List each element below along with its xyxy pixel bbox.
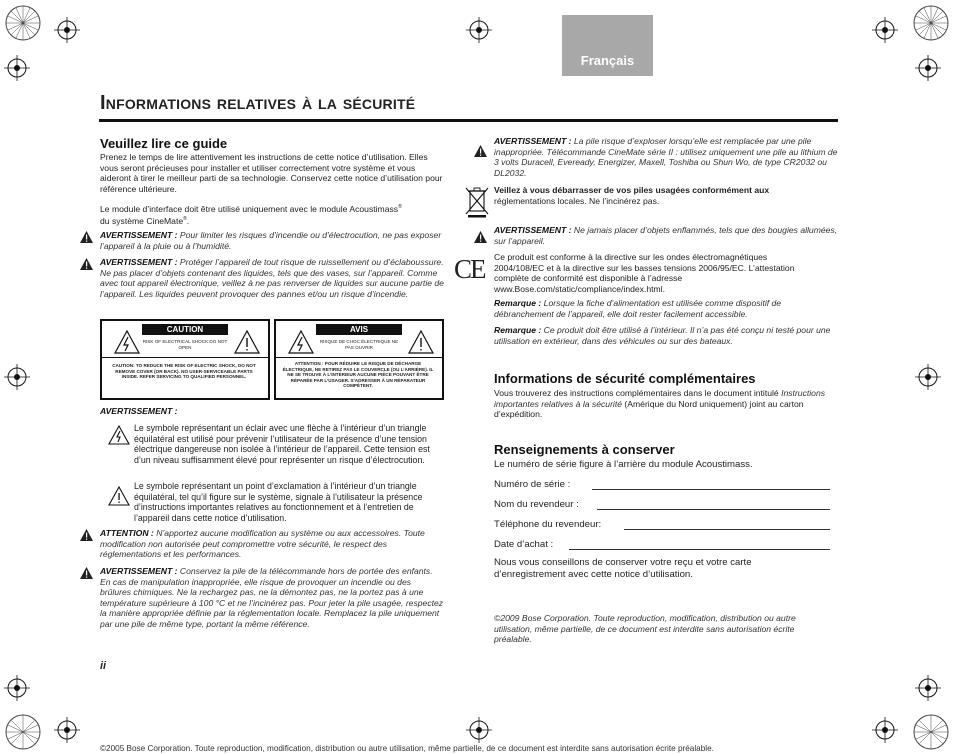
- footer-copyright: ©2005 Bose Corporation. Toute reproduction, modification, distribution ou autre utilisation, même partielle, de ce document est interdite sans autorisation écrite préalable.: [100, 744, 714, 753]
- warning-icon: [474, 145, 487, 157]
- title-rule: [99, 119, 838, 122]
- warning-icon: [474, 231, 487, 243]
- lightning-triangle-icon: [108, 425, 130, 445]
- remark-1: Remarque : Lorsque la fiche d’alimentation est utilisée comme dispositif de débranchement de l’appareil, elle doit rester facilement accessible.: [494, 298, 782, 319]
- registration-mark-icon: [872, 717, 898, 743]
- caution-divider: [102, 357, 268, 358]
- color-target-icon: [3, 712, 43, 752]
- registration-mark-icon: [4, 675, 30, 701]
- ce-compliance-text: Ce produit est conforme à la directive sur les ondes électromagnétiques 2004/108/EC et à la directive sur les basses tensions 2006/95/EC. L’attestation complète de conformité est disponible à l’adresse www.Bose.com/static/compliance/index.html.: [494, 252, 795, 294]
- page-title: Informations relatives à la sécurité: [100, 92, 416, 114]
- warning-2: AVERTISSEMENT : Protéger l’appareil de tout risque de ruissellement ou d’éclaboussure. Ne pas placer d’objets contenant des liquides, tels que des vases, sur l’appareil. Comme avec tout appareil électronique, veillez à ne pas renverser de liquides sur aucune partie de l’appareil. Les liquides peuvent provoquer des pannes et/ou un risque d’incendie.: [100, 257, 444, 299]
- warning-3-label: AVERTISSEMENT :: [100, 406, 178, 416]
- warning-icon: [80, 231, 93, 243]
- registration-mark-icon: [466, 717, 492, 743]
- purchase-date-field[interactable]: [569, 549, 830, 550]
- module-paragraph: Le module d’interface doit être utilisé uniquement avec le module Acoustimass® du système CineMate®.: [100, 203, 402, 227]
- keep-info-heading: Renseignements à conserver: [494, 442, 675, 457]
- page-number: ii: [100, 660, 107, 672]
- avis-label: AVIS RISQUE DE CHOC ÉLECTRIQUE NE PAS OUVRIR ATTENTION : POUR RÉDUIRE LE RISQUE DE DÉCHARGE ÉLECTRIQUE, NE RETIREZ PAS LE COUVERCLE (OU L’ARRIÈRE). IL NE SE TROUVE À L’INTÉRIEUR AUCUNE PIÈCE POUVANT ÊTRE RÉPARÉE PAR L’USAGER. S’ADRESSER À UN RÉPARATEUR COMPÉTENT.: [274, 319, 444, 400]
- symbol-lightning-text: Le symbole représentant un éclair avec une flèche à l’intérieur d’un triangle équilatéral est utilisé pour prévenir l’utilisateur de la présence d’une tension électrique dangereuse non isolée à l’intérieur de l’appareil. Cette tension est d’un niveau suffisamment élevé pour représenter un risque d’électrocution.: [134, 423, 430, 465]
- color-target-icon: [3, 3, 43, 43]
- warning-5: AVERTISSEMENT : La pile risque d’exploser lorsqu’elle est remplacée par une pile inappropriée. Télécommande CineMate série II : utilisez uniquement une pile au lithium de 3 volts Duracell, Eveready, Energizer, Maxell, Toshiba ou Shun Wo, de type CR2032 ou DL2032.: [494, 136, 838, 178]
- symbol-exclamation-text: Le symbole représentant un point d’exclamation à l’intérieur d’un triangle équilatéral, tel qu’il figure sur le système, signale à l’utilisateur la présence d’instructions importantes relatives au fonctionnement et à l’entretien de l’appareil dans cette notice d’utilisation.: [134, 481, 423, 523]
- keep-advice-text: Nous vous conseillons de conserver votre reçu et votre carte d’enregistrement avec cette notice d’utilisation.: [494, 557, 752, 580]
- disposal-note: Veillez à vous débarrasser de vos piles usagées conformément aux réglementations locales. Ne l’incinérez pas.: [494, 185, 770, 206]
- purchase-date-label: Date d’achat :: [494, 539, 554, 550]
- additional-info-text: Vous trouverez des instructions complémentaires dans le document intitulé Instructions importantes relatives à la sécurité (Amérique du Nord uniquement) joint au carton d’expédition.: [494, 388, 826, 420]
- serial-number-field[interactable]: [592, 489, 830, 490]
- copyright-notice: ©2009 Bose Corporation. Toute reproduction, modification, distribution ou autre utilisation, même partielle, de ce document est interdite sans autorisation écrite préalable.: [494, 613, 796, 645]
- warning-icon: [80, 567, 93, 579]
- lightning-triangle-icon: [288, 330, 314, 354]
- ce-mark-icon: CE: [454, 254, 485, 284]
- registration-mark-icon: [915, 675, 941, 701]
- registration-mark-icon: [915, 55, 941, 81]
- dealer-name-field[interactable]: [597, 509, 830, 510]
- guide-paragraph: Prenez le temps de lire attentivement les instructions de cette notice d’utilisation. Elles vous seront précieuses pour installer et utiliser correctement votre système et vous aideront à tirer le meilleur parti de sa technologie. Conservez cette notice d’utilisation pour référence ultérieure.: [100, 152, 443, 194]
- caution-label: CAUTION RISK OF ELECTRICAL SHOCK DO NOT OPEN CAUTION: TO REDUCE THE RISK OF ELECTRIC SHOCK, DO NOT REMOVE COVER (OR BACK). NO USER-SERVICEABLE PARTS INSIDE. REFER SERVICING TO QUALIFIED PERSONNEL.: [100, 319, 270, 400]
- registration-mark-icon: [915, 364, 941, 390]
- registration-mark-icon: [54, 717, 80, 743]
- warning-icon: [80, 258, 93, 270]
- warning-4: AVERTISSEMENT : Conservez la pile de la télécommande hors de portée des enfants. En cas de manipulation inappropriée, elle risque de provoquer un incendie ou des brûlures chimiques. Ne la rechargez pas, ne la démontez pas, ne la portez pas à une température supérieure à 100 °C et ne l’incinérez pas. Pour jeter la pile usagée, respectez la manière appropriée définie par la réglementation locale. Remplacez la pile uniquement par une pile de même type, portant la même référence.: [100, 566, 444, 629]
- exclamation-triangle-icon: [108, 486, 130, 506]
- language-tab: Français: [562, 15, 653, 76]
- serial-location-text: Le numéro de série figure à l’arrière du module Acoustimass.: [494, 459, 753, 470]
- registration-mark-icon: [4, 364, 30, 390]
- warning-icon: [80, 529, 93, 541]
- remark-2: Remarque : Ce produit doit être utilisé à l’intérieur. Il n’a pas été conçu ni testé pour une utilisation en extérieur, dans des véhicules ou sur des bateaux.: [494, 325, 831, 346]
- guide-heading: Veuillez lire ce guide: [100, 136, 228, 151]
- dealer-phone-field[interactable]: [624, 529, 830, 530]
- serial-number-label: Numéro de série :: [494, 479, 571, 490]
- warning-6: AVERTISSEMENT : Ne jamais placer d’objets enflammés, tels que des bougies allumées, sur l’appareil.: [494, 225, 838, 246]
- registration-mark-icon: [466, 17, 492, 43]
- crossed-bin-icon: [464, 186, 490, 218]
- avis-divider: [276, 357, 442, 358]
- color-target-icon: [911, 3, 951, 43]
- registration-mark-icon: [872, 17, 898, 43]
- lightning-triangle-icon: [114, 330, 140, 354]
- exclamation-triangle-icon: [234, 330, 260, 354]
- registration-mark-icon: [4, 55, 30, 81]
- dealer-phone-label: Téléphone du revendeur:: [494, 519, 602, 530]
- additional-info-heading: Informations de sécurité complémentaires: [494, 371, 756, 386]
- color-target-icon: [911, 712, 951, 752]
- registration-mark-icon: [54, 17, 80, 43]
- exclamation-triangle-icon: [408, 330, 434, 354]
- attention-note: ATTENTION : N’apportez aucune modification au système ou aux accessoires. Toute modification non autorisée peut compromettre votre sécurité, le respect des réglementations et les performances.: [100, 528, 425, 560]
- warning-1: AVERTISSEMENT : Pour limiter les risques d’incendie ou d’électrocution, ne pas exposer l’appareil à la pluie ou à l’humidité.: [100, 230, 442, 251]
- dealer-name-label: Nom du revendeur :: [494, 499, 579, 510]
